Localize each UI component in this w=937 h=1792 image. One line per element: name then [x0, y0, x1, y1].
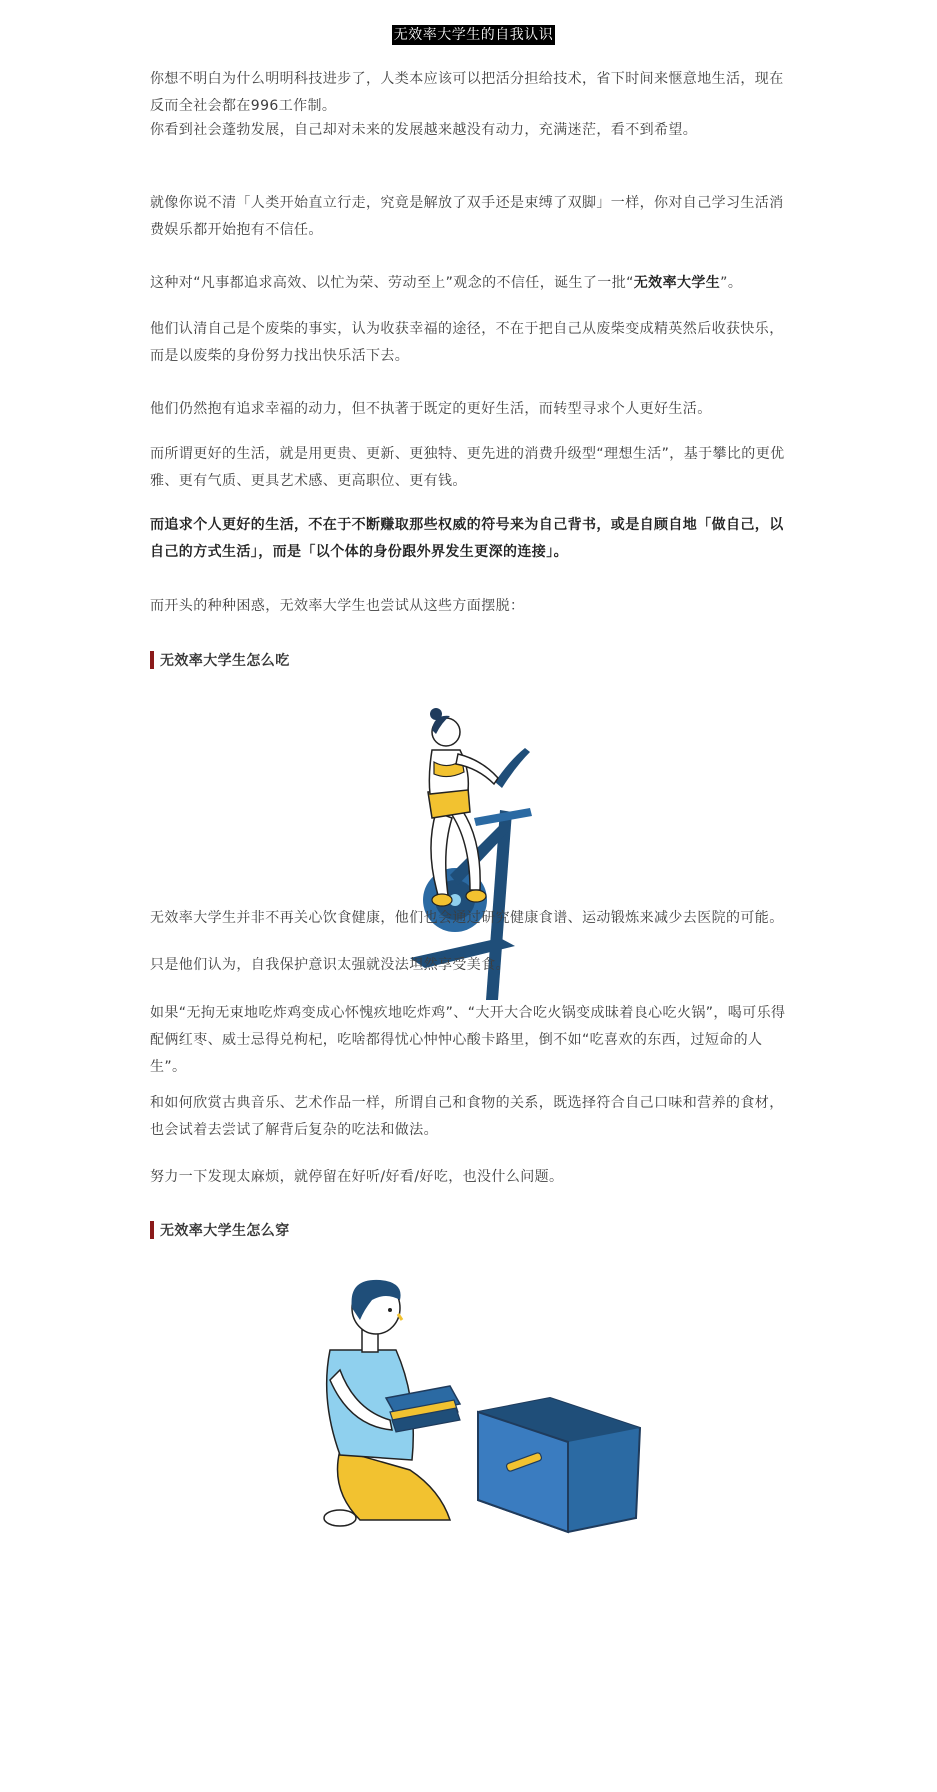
paragraph-7: 而所谓更好的生活，就是用更贵、更新、更独特、更先进的消费升级型“理想生活”，基于攀比的更优雅、更有气质、更具艺术感、更高职位、更有钱。 — [150, 446, 785, 489]
paragraph-10: 无效率大学生并非不再关心饮食健康，他们也会通过研究健康食谱、运动锻炼来减少去医院的可能。 — [150, 910, 784, 926]
foot — [324, 1510, 356, 1526]
section-heading-wear — [150, 1220, 290, 1240]
title-wrap — [150, 24, 797, 45]
man-folding-clothes-drawer-illustration — [300, 1270, 720, 1540]
shoe-right — [466, 890, 486, 902]
heading-accent-bar — [150, 1221, 154, 1239]
bike-handlebar — [495, 748, 530, 788]
paragraph-14: 努力一下发现太麻烦，就停留在好听/好看/好吃，也没什么问题。 — [150, 1169, 564, 1185]
paragraph-8: 而追求个人更好的生活，不在于不断赚取那些权威的符号来为自己背书，或是自顾自地「做自己，以自己的方式生活」，而是「以个体的身份跟外界发生更深的连接」。 — [150, 517, 784, 560]
paragraph-11: 只是他们认为，自我保护意识太强就没法坦然享受美食。 — [150, 957, 510, 973]
paragraph-4-bold: 无效率大学生 — [633, 275, 721, 291]
article-title: 无效率大学生的自我认识 — [393, 27, 554, 43]
section-heading-eat — [150, 650, 290, 670]
hair-bun — [430, 708, 442, 720]
heading-eat-label: 无效率大学生怎么吃 — [160, 653, 290, 669]
pants — [338, 1450, 451, 1520]
paragraph-5: 他们认清自己是个废柴的事实，认为收获幸福的途径，不在于把自己从废柴变成精英然后收获快乐，而是以废柴的身份努力找出快乐活下去。 — [150, 321, 784, 364]
paragraph-13: 和如何欣赏古典音乐、艺术作品一样，所谓自己和食物的关系，既选择符合自己口味和营养的食材，也会试着去尝试了解背后复杂的吃法和做法。 — [150, 1095, 784, 1138]
paragraph-4 — [150, 270, 797, 297]
paragraph-9: 而开头的种种困惑，无效率大学生也尝试从这些方面摆脱： — [150, 598, 525, 614]
paragraph-12: 如果“无拘无束地吃炸鸡变成心怀愧疚地吃炸鸡”、“大开大合吃火锅变成昧着良心吃火锅”，喝可乐得配俩红枣、威士忌得兑枸杞，吃啥都得忧心忡忡心酸卡路里，倒不如“吃喜欢的东西，过短命的人生”。 — [150, 1005, 786, 1075]
paragraph-4-pre: 这种对“凡事都追求高效、以忙为荣、劳动至上”观念的不信任，诞生了一批“ — [150, 275, 634, 291]
paragraph-4-post: ”。 — [720, 275, 743, 291]
heading-accent-bar — [150, 651, 154, 669]
paragraph-2: 你看到社会蓬勃发展，自己却对未来的发展越来越没有动力，充满迷茫，看不到希望。 — [150, 122, 698, 138]
paragraph-1: 你想不明白为什么明明科技进步了，人类本应该可以把活分担给技术，省下时间来惬意地生活，现在反而全社会都在996工作制。 — [150, 71, 784, 114]
paragraph-3: 就像你说不清「人类开始直立行走，究竟是解放了双手还是束缚了双脚」一样，你对自己学习生活消费娱乐都开始抱有不信任。 — [150, 195, 784, 238]
paragraph-6: 他们仍然抱有追求幸福的动力，但不执著于既定的更好生活，而转型寻求个人更好生活。 — [150, 401, 712, 417]
eye — [388, 1308, 392, 1312]
heading-wear-label: 无效率大学生怎么穿 — [160, 1223, 290, 1239]
